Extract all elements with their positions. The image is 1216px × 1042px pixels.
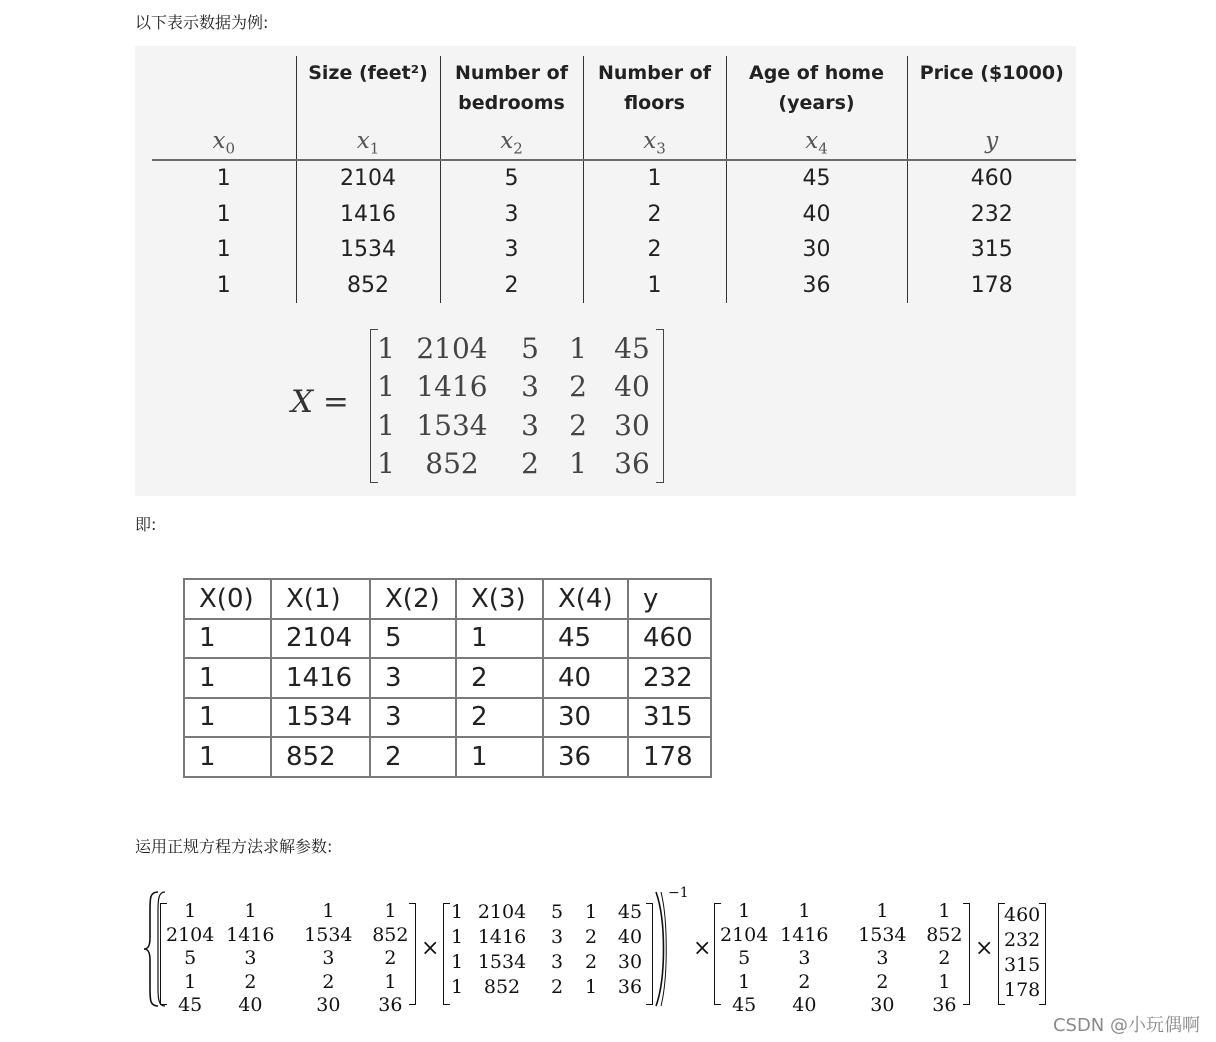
matrix-entry: 1534 <box>416 408 488 442</box>
transpose-matrix <box>160 900 416 1016</box>
table-cell: 40 <box>726 197 907 233</box>
matrix-entry: 460 <box>1004 904 1041 926</box>
ji-text: 即: <box>135 515 157 534</box>
table-cell: 1 <box>583 160 726 197</box>
matrix-label: X = <box>291 384 349 420</box>
matrix-entry: 36 <box>378 994 403 1016</box>
matrix-entry: 2 <box>584 951 598 973</box>
matrix-entry: 1534 <box>858 923 907 946</box>
matrix-entry: 1 <box>384 970 397 993</box>
table-cell: 178 <box>628 737 711 777</box>
matrix-row <box>166 924 410 948</box>
table-cell: 852 <box>271 737 370 777</box>
variable-cell: $x_3$ <box>583 128 726 160</box>
table-cell: 1 <box>216 272 231 298</box>
matrix-entry: 2 <box>569 408 587 442</box>
table-cell: 1 <box>184 737 271 777</box>
matrix-entry: 1416 <box>416 370 488 404</box>
matrix-entry: 2 <box>938 947 951 969</box>
header-cell: X(4) <box>543 579 628 619</box>
transpose-matrix-2 <box>714 900 970 1016</box>
table-cell: 2 <box>456 658 543 698</box>
table-cell: 3 <box>440 197 583 233</box>
table-cell: 1 <box>184 658 271 698</box>
matrix-entry: 3 <box>521 370 539 404</box>
matrix-row <box>1004 953 1040 978</box>
variable-cell: $x_0$ <box>152 128 296 160</box>
method-text: 运用正规方程方法求解参数: <box>135 837 333 856</box>
table-cell: 460 <box>628 619 711 659</box>
matrix-row <box>166 994 410 1018</box>
matrix-row <box>1004 978 1040 1003</box>
table-cell: 1534 <box>271 698 370 738</box>
header-cell: Number of floors <box>583 56 726 128</box>
matrix-entry: 1 <box>738 970 751 993</box>
matrix-entry: 5 <box>738 947 751 969</box>
table-cell: 36 <box>726 268 907 304</box>
matrix-entry: 1 <box>569 447 587 481</box>
matrix-entry: 2104 <box>477 901 527 923</box>
matrix-entry: 30 <box>316 994 341 1016</box>
matrix-row <box>166 947 410 971</box>
table-cell: 2 <box>583 232 726 268</box>
matrix-entry: 852 <box>425 447 479 481</box>
matrix-entry: 2 <box>569 370 587 404</box>
header-cell: Age of home (years) <box>726 56 907 128</box>
matrix-entry: 1 <box>322 900 335 922</box>
table-cell: 45 <box>543 619 628 659</box>
matrix-entry: 1 <box>377 370 395 404</box>
matrix-entry: 2 <box>550 976 564 998</box>
matrix-entry: 5 <box>184 947 197 969</box>
matrix-entry: 1 <box>569 331 587 365</box>
variable-cell: $x_4$ <box>726 128 907 160</box>
matrix-row <box>166 900 410 924</box>
matrix-row <box>720 947 964 971</box>
matrix-entry: 45 <box>732 994 757 1016</box>
matrix-entry: 1 <box>876 900 889 922</box>
table-cell: 1 <box>216 201 231 227</box>
matrix-entry: 2 <box>798 970 811 993</box>
table-cell: 232 <box>907 197 1076 233</box>
matrix-entry: 2 <box>244 970 257 993</box>
table-cell: 30 <box>543 698 628 738</box>
matrix-entry: 2 <box>584 926 598 948</box>
matrix-entry: 40 <box>238 994 263 1016</box>
matrix-entry: 852 <box>926 923 963 946</box>
table-cell: 45 <box>726 160 907 197</box>
matrix-entry: 1 <box>377 331 395 365</box>
matrix-entry: 40 <box>792 994 817 1016</box>
table-cell: 852 <box>296 268 440 304</box>
matrix-row <box>1004 903 1040 928</box>
matrix-entry: 3 <box>521 408 539 442</box>
matrix-entry: 3 <box>550 926 564 948</box>
multiply-sign: × <box>421 936 440 961</box>
matrix-entry: 232 <box>1004 929 1041 951</box>
matrix-entry: 1534 <box>304 923 353 946</box>
matrix-entry: 30 <box>870 994 895 1016</box>
matrix-row <box>449 900 653 925</box>
matrix-entry: 1 <box>938 900 951 922</box>
table-cell: 2 <box>440 268 583 304</box>
matrix-entry: 1534 <box>477 951 527 973</box>
matrix-row <box>449 950 653 975</box>
table-cell: 1 <box>216 237 231 263</box>
x-matrix <box>443 903 653 1003</box>
matrix-entry: 3 <box>550 951 564 973</box>
matrix-entry: 1 <box>184 900 197 922</box>
variable-cell: $x_2$ <box>440 128 583 160</box>
right-paren-icon <box>653 890 671 1008</box>
intro-text: 以下表示数据为例: <box>135 13 269 32</box>
matrix-entry: 5 <box>521 331 539 365</box>
matrix-entry: 852 <box>483 976 521 998</box>
header-cell: y <box>628 579 711 619</box>
table-cell: 30 <box>726 232 907 268</box>
matrix-entry: 1 <box>584 976 598 998</box>
matrix-entry: 3 <box>322 947 335 969</box>
header-cell: Price ($1000) <box>907 56 1076 128</box>
matrix-entry: 36 <box>614 447 650 481</box>
matrix-entry: 1 <box>450 901 464 923</box>
table-cell: 1 <box>456 737 543 777</box>
matrix-entry: 852 <box>372 923 409 946</box>
table-cell: 1 <box>184 698 271 738</box>
matrix-entry: 1 <box>938 970 951 993</box>
matrix-entry: 1416 <box>780 923 829 946</box>
matrix-row <box>720 924 964 948</box>
table-cell: 2 <box>370 737 456 777</box>
table-cell: 40 <box>543 658 628 698</box>
table-cell: 3 <box>440 232 583 268</box>
table-cell: 1534 <box>296 232 440 268</box>
table-cell: 1416 <box>271 658 370 698</box>
matrix-entry: 1 <box>738 900 751 922</box>
variable-cell: y <box>907 128 1076 160</box>
table-cell: 1 <box>216 166 231 192</box>
table-cell: 315 <box>628 698 711 738</box>
header-cell: Number of bedrooms <box>440 56 583 128</box>
matrix-entry: 2 <box>322 970 335 993</box>
multiply-sign: × <box>975 936 994 961</box>
table-cell: 2 <box>583 197 726 233</box>
matrix-row <box>449 975 653 1000</box>
table-cell: 2 <box>456 698 543 738</box>
matrix-entry: 178 <box>1004 979 1041 1001</box>
matrix-entry: 45 <box>617 901 643 923</box>
matrix-entry: 2104 <box>416 331 488 365</box>
matrix-entry: 1 <box>244 900 257 922</box>
matrix-row <box>720 971 964 995</box>
matrix-entry: 2 <box>521 447 539 481</box>
header-cell: Size (feet²) <box>296 56 440 128</box>
table-cell: 460 <box>907 160 1076 197</box>
matrix-entry: 2 <box>384 947 397 969</box>
table-cell: 5 <box>440 160 583 197</box>
matrix-entry: 40 <box>614 370 650 404</box>
matrix-entry: 315 <box>1004 954 1041 976</box>
matrix-entry: 1 <box>377 447 395 481</box>
matrix-entry: 40 <box>617 926 643 948</box>
matrix-entry: 2104 <box>720 923 769 946</box>
matrix-row <box>720 994 964 1018</box>
matrix-entry: 1 <box>450 926 464 948</box>
matrix-row <box>449 925 653 950</box>
matrix-entry: 30 <box>614 408 650 442</box>
matrix-entry: 3 <box>798 947 811 969</box>
variable-cell: $x_1$ <box>296 128 440 160</box>
matrix-row <box>1004 928 1040 953</box>
matrix-entry: 45 <box>614 331 650 365</box>
watermark: CSDN @小玩偶啊 <box>1052 1015 1200 1036</box>
table-cell: 1416 <box>296 197 440 233</box>
table-cell: 5 <box>370 619 456 659</box>
table-cell: 1 <box>583 268 726 304</box>
matrix-entry: 3 <box>876 947 889 969</box>
header-cell: X(2) <box>370 579 456 619</box>
table-cell: 3 <box>370 698 456 738</box>
matrix-entry: 1 <box>377 408 395 442</box>
table-cell: 1 <box>456 619 543 659</box>
matrix-entry: 2 <box>876 970 889 993</box>
multiply-sign: × <box>693 936 712 961</box>
matrix-entry: 1 <box>184 970 197 993</box>
matrix-entry: 36 <box>617 976 643 998</box>
table-cell: 2104 <box>271 619 370 659</box>
table-cell: 36 <box>543 737 628 777</box>
table-cell: 2104 <box>296 160 440 197</box>
inverse-exponent: −1 <box>668 885 689 901</box>
matrix-entry: 30 <box>617 951 643 973</box>
table-cell: 232 <box>628 658 711 698</box>
matrix-entry: 45 <box>178 994 203 1016</box>
matrix-entry: 1 <box>798 900 811 922</box>
table-cell: 315 <box>907 232 1076 268</box>
matrix-entry: 1 <box>384 900 397 922</box>
matrix-entry: 1416 <box>226 923 275 946</box>
matrix-entry: 36 <box>932 994 957 1016</box>
matrix-entry: 1 <box>450 976 464 998</box>
table-cell: 178 <box>907 268 1076 304</box>
table-cell: 1 <box>184 619 271 659</box>
matrix-row <box>720 900 964 924</box>
header-cell: X(0) <box>184 579 271 619</box>
matrix-entry: 1 <box>584 901 598 923</box>
matrix-entry: 1416 <box>477 926 527 948</box>
matrix-entry: 1 <box>450 951 464 973</box>
matrix-row <box>166 971 410 995</box>
matrix-entry: 3 <box>244 947 257 969</box>
header-cell: X(3) <box>456 579 543 619</box>
matrix-entry: 5 <box>550 901 564 923</box>
table-cell: 3 <box>370 658 456 698</box>
matrix-entry: 2104 <box>166 923 215 946</box>
y-vector <box>998 903 1046 1003</box>
header-cell: X(1) <box>271 579 370 619</box>
